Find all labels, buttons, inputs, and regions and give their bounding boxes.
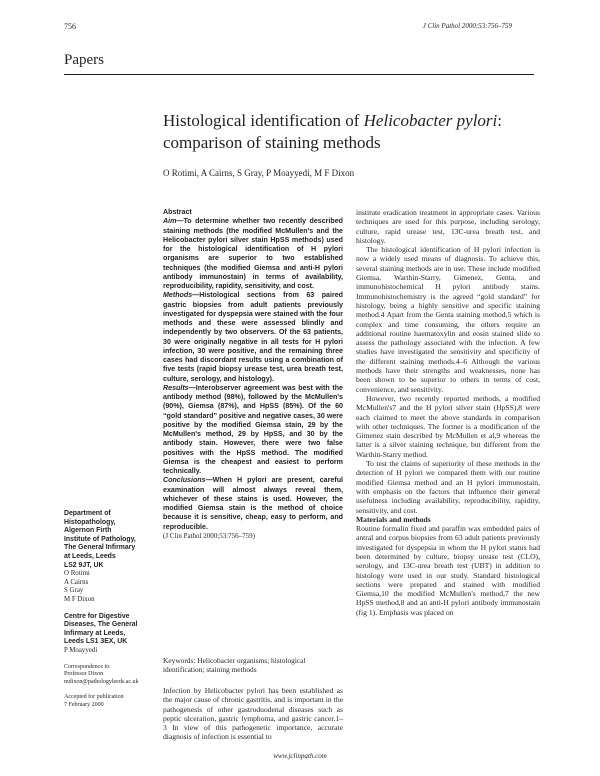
materials-methods-heading: Materials and methods [356,514,431,524]
abstract-heading: Abstract [163,208,192,216]
right-paragraph-1: institute eradication treatment in appropriate cases. Various techniques are used for this purpose, including serology, culture, rapid urease test, 13C-urea breath test, and histology. [356,208,540,245]
affiliation-1-line: Institute of Pathology, [64,535,136,543]
correspondence-line: Professor Dixon [64,671,104,677]
correspondence [64,664,156,687]
abstract-citation: (J Clin Pathol 2000;53:756–759) [163,531,255,540]
title-colon: : [497,111,502,130]
author-list: O Rotimi, A Cairns, S Gray, P Moayyedi, M F Dixon [163,168,355,178]
intro-paragraph: Infection by Helicobacter pylori has been established as the major cause of chronic gastritis, and is important in the pathogenesis of other gastroduodenal diseases such as peptic ulceration, gastric lymphoma, and gastric cancer.1–3 In view of this pathogenetic importance, accurate diagnosis of infection is essential to [163,686,343,742]
section-rule [64,74,534,75]
affiliation-1-line: Algernon Firth [64,527,112,535]
abstract-results-label: Results— [163,383,196,392]
affiliation-1-line: The General Infirmary [64,544,136,552]
intro-left-column [163,686,343,742]
affiliation-1-person: S Gray [64,587,84,595]
page-number: 756 [64,22,76,31]
article-title [163,110,543,154]
affiliation-2-person: P Moayyedi [64,646,98,654]
affiliation-digestive-diseases [64,613,156,656]
keywords: Keywords: Helicobacter organisms; histological identification; staining methods [163,656,306,674]
abstract-aims: To determine whether two recently described staining methods (the modified McMullen's and the Helicobacter pylori silver stain HpSS methods) used for the histological identification of H pylori organisms are superior to two established techniques (the modified Giemsa and anti-H pylori antibody immunostain) in terms of availability, reproducibility, rapidity, sensitivity, and cost. [163,217,343,290]
affiliation-2-line: Centre for Digestive [64,612,130,620]
journal-citation-text: J Clin Pathol 2000;53:756–759 [422,22,512,30]
affiliation-1-line: LS2 9JT, UK [64,561,104,569]
materials-methods-paragraph: Routine formalin fixed and paraffin wax embedded pairs of antral and corpus biopsies from 63 adult patients previously investigated for dyspepsia in whom the H pylori status had been determined by culture, biopsy urease test (CLO), serology, and 13C-urea breath test (UBT) in addition to histology were used in our study. Standard histological sections were prepared and stained with modified Giemsa,10 the modified McMullen's method,7 the new HpSS method,8 and an anti-H pylori antibody immunostain (fig 1). Emphasis was placed on [356,524,540,617]
affiliation-2-line: Diseases, The General [64,621,138,629]
affiliation-1-person: A Cairns [64,578,89,586]
abstract-methods: Histological sections from 63 paired gastric biopsies from adult patients previously investigated for dyspepsia were stained with the four methods and these were assessed blindly and independently by two observers. Of the 63 patients, 30 were originally negative in all tests for H pylori infection, 30 were positive, and the remaining three cases had discordant results using a combination of five tests (rapid biopsy urease test, urea breath test, culture, serology, and histology). [163,291,343,383]
affiliation-leeds-pathology [64,510,156,605]
journal-citation [423,22,512,30]
correspondence-line: Correspondence to: [64,663,111,670]
affiliation-1-line: Department of [64,510,111,517]
abstract [163,208,343,541]
abstract-results: Interobserver agreement was best with the antibody method (98%), followed by the McMullen's (90%), Giemsa (87%), and HpSS (85%). Of the 60 “gold standard” positive and negative cases, 30 were positive by the modified Giemsa stain, 29 by the McMullen's method, 29 by HpSS, and 30 by the antibody stain. However, there were two false positives with the HpSS method. The modified Giemsa is the cheapest and easiest to perform technically. [163,383,343,475]
footer-url[interactable]: www.jclinpath.com [273,752,327,760]
affiliation-2-line: Infirmary at Leeds, [64,629,126,637]
accepted-line: Accepted for publication [64,694,124,700]
right-column [356,208,540,617]
affiliation-1-person: O Rotimi [64,570,90,578]
right-paragraph-3: However, two recently reported methods, a modified McMullen's7 and the H pylori silver stain (HpSS),8 were each claimed to meet the above standards in comparison with other techniques. The former is a modification of the Gimenez stain described by McMullen et al,9 whereas the latter is a silver staining technique, but different from the Warthin-Starry method. [356,393,540,459]
right-paragraph-4: To test the claims of superiority of these methods in the detection of H pylori we compared them with our routine modified Giemsa method and an H pylori immunostain, with emphasis on the factors that influence their general usefulness including availability, reproducibility, rapidity, sensitivity, and cost. [356,459,540,515]
abstract-methods-label: Methods— [163,291,200,300]
abstract-conclusions: When H pylori are present, careful examination will almost always reveal them, whichever of these stains is used. However, the modified Giemsa stain is the method of choice because it is sensitive, cheap, easy to perform, and reproducible. [163,476,343,531]
affiliations-sidebar [64,510,156,717]
title-organism: Helicobacter pylori [363,111,498,130]
affiliation-1-line: Histopathology, [64,518,116,526]
section-heading: Papers [64,52,104,68]
abstract-conclusions-label: Conclusions— [163,476,213,485]
title-line2: comparison of staining methods [163,133,381,152]
affiliation-1-line: at Leeds, Leeds [64,552,116,560]
abstract-aims-label: Aim— [163,217,184,226]
accepted-date [64,694,156,709]
accepted-line: 7 February 2000 [64,701,104,708]
affiliation-2-line: Leeds LS1 3EX, UK [64,638,128,646]
title-prefix: Histological identification of [163,111,364,130]
correspondence-email[interactable]: mdixon@pathologyleeds.ac.uk [64,678,139,685]
right-paragraph-2: The histological identification of H pylori infection is now a widely used means of diagnosis. To achieve this, several staining methods are in use. These include modified Giemsa, Warthin-Starry, Gimenez, Genta, and immunohistochemical H pylori antibody stains. Immunohistochemistry is the agreed “gold standard” for histology, being a highly sensitive and specific staining method.4 Apart from the Genta staining method,5 which is complex and time consuming, the others require an additional routine haematoxylin and eosin stained slide to assess the pathology associated with the infection. A few studies have investigated the sensitivity and specificity of the different staining methods.4–6 Although the various methods have their strengths and weaknesses, none has been shown to be superior to others in terms of cost, convenience, and sensitivity. [356,245,540,394]
affiliation-1-person: M F Dixon [64,595,95,603]
